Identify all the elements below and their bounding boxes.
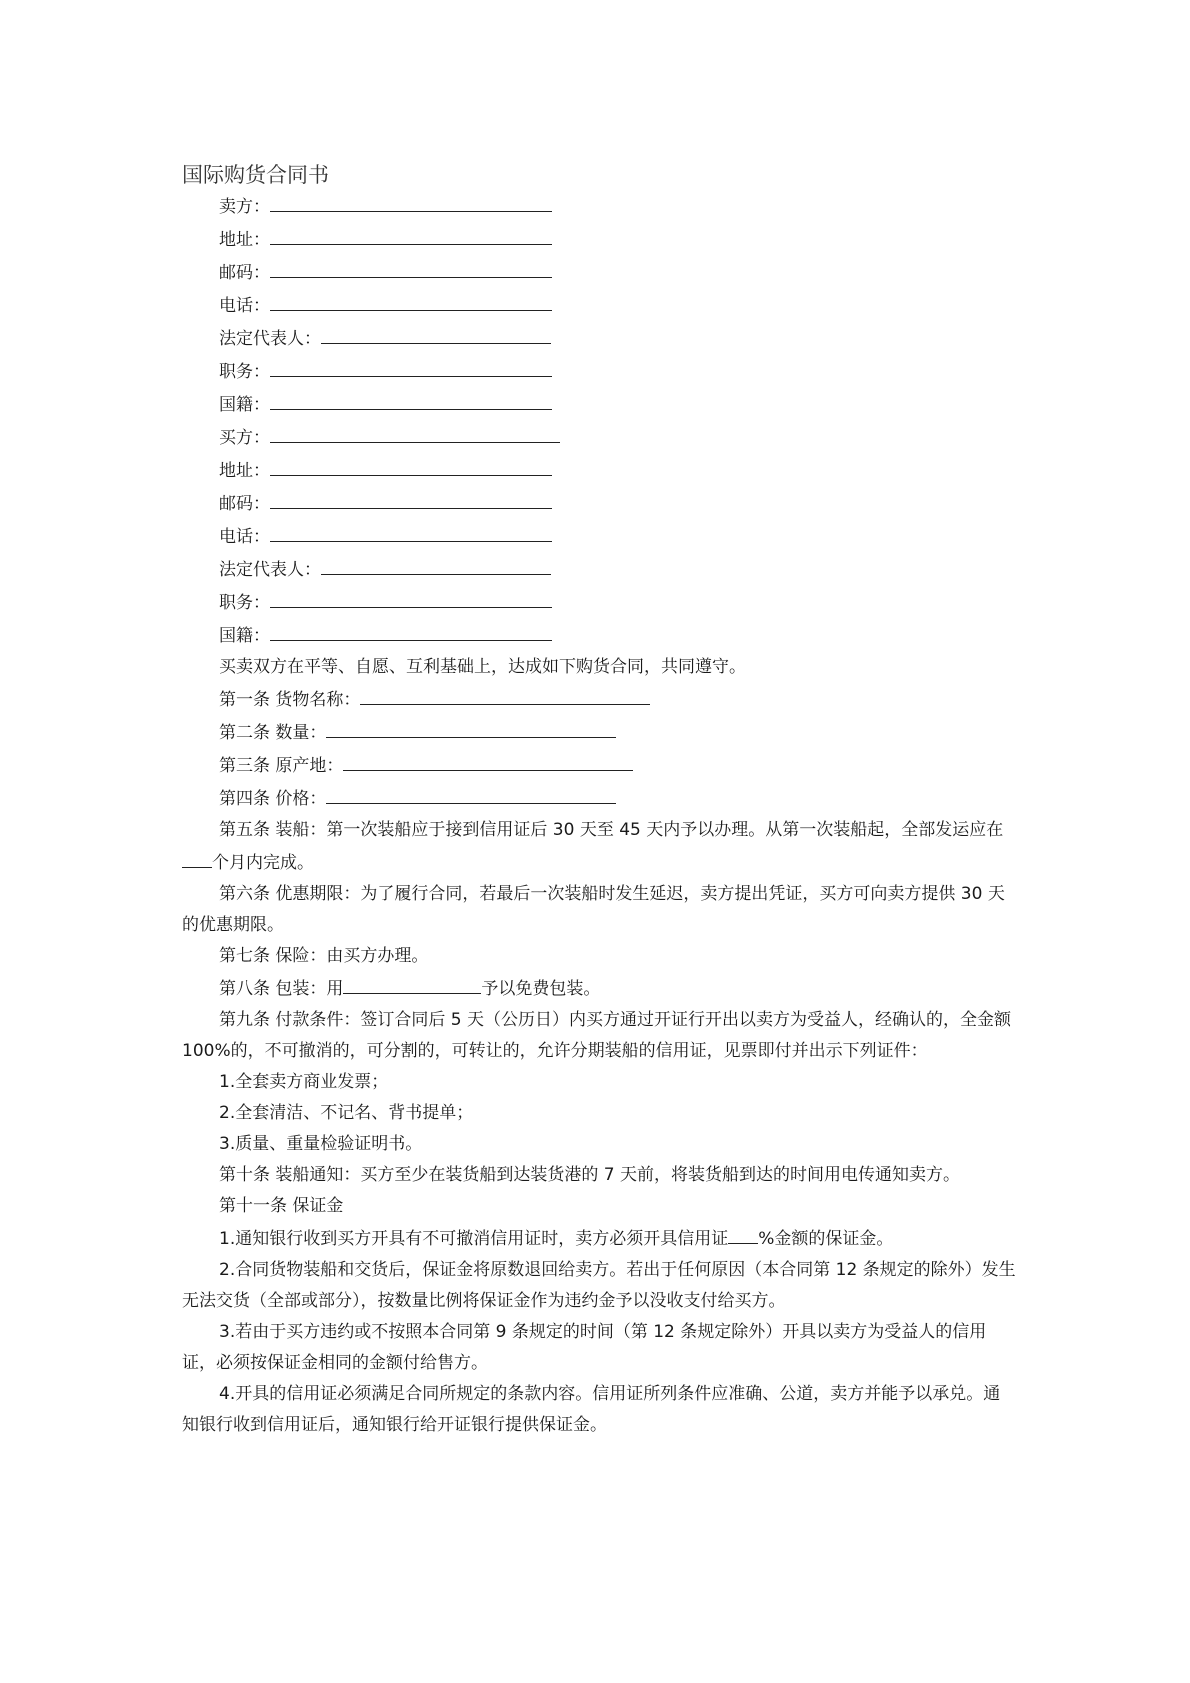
blank-line xyxy=(343,749,633,771)
blank-line xyxy=(270,388,552,410)
article-9-item: 3.质量、重量检验证明书。 xyxy=(219,1134,423,1154)
blank-line xyxy=(326,716,616,738)
article-7: 第七条 保险：由买方办理。 xyxy=(219,946,429,966)
field-label: 国籍： xyxy=(219,626,270,646)
blank-line xyxy=(270,223,552,245)
article-5 xyxy=(182,815,1017,879)
field-label: 法定代表人： xyxy=(219,560,321,580)
seller-phone-field xyxy=(182,289,1017,322)
seller-address-field xyxy=(182,223,1017,256)
field-label: 邮码： xyxy=(219,263,270,283)
article-text: %金额的保证金。 xyxy=(758,1229,894,1249)
field-label: 卖方： xyxy=(219,197,270,217)
blank-line xyxy=(343,972,481,994)
article-10: 第十条 装船通知：买方至少在装货船到达装货港的 7 天前，将装货船到达的时间用电传通知卖方。 xyxy=(219,1165,961,1185)
article-6: 第六条 优惠期限：为了履行合同，若最后一次装船时发生延迟，卖方提出凭证，买方可向卖方提供 30 天的优惠期限。 xyxy=(182,884,1005,935)
buyer-legal-rep-field xyxy=(182,553,1017,586)
article-text: 第三条 原产地： xyxy=(219,756,344,776)
blank-line xyxy=(270,190,552,212)
article-11-title: 第十一条 保证金 xyxy=(219,1196,344,1216)
field-label: 法定代表人： xyxy=(219,329,321,349)
field-label: 职务： xyxy=(219,593,270,613)
article-11-clause-2: 2.合同货物装船和交货后，保证金将原数退回给卖方。若出于任何原因（本合同第 12 条规定的除外）发生无法交货（全部或部分），按数量比例将保证金作为违约金予以没收支付给买方。 xyxy=(182,1260,1016,1311)
seller-legal-rep-field xyxy=(182,322,1017,355)
article-11-clause-1 xyxy=(182,1222,1017,1255)
field-label: 地址： xyxy=(219,230,270,250)
article-9-item: 2.全套清洁、不记名、背书提单； xyxy=(219,1103,474,1123)
seller-nationality-field xyxy=(182,388,1017,421)
blank-line xyxy=(270,355,552,377)
blank-line xyxy=(270,289,552,311)
article-text: 第二条 数量： xyxy=(219,723,327,743)
buyer-name-field xyxy=(182,421,1017,454)
blank-line xyxy=(321,322,551,344)
document-title: 国际购货合同书 xyxy=(182,163,329,187)
buyer-position-field xyxy=(182,586,1017,619)
article-8 xyxy=(182,972,1017,1005)
blank-line xyxy=(270,619,552,641)
preamble: 买卖双方在平等、自愿、互利基础上，达成如下购货合同，共同遵守。 xyxy=(219,657,746,677)
field-label: 职务： xyxy=(219,362,270,382)
blank-line xyxy=(270,487,552,509)
field-label: 电话： xyxy=(219,296,270,316)
seller-name-field xyxy=(182,190,1017,223)
article-4 xyxy=(182,782,1017,815)
blank-line xyxy=(270,256,552,278)
article-11-clause-4: 4.开具的信用证必须满足合同所规定的条款内容。信用证所列条件应准确、公道，卖方并能予以承兑。通知银行收到信用证后，通知银行给开证银行提供保证金。 xyxy=(182,1384,1001,1435)
field-label: 买方： xyxy=(219,428,270,448)
blank-line xyxy=(360,683,650,705)
article-11-clause-3: 3.若由于买方违约或不按照本合同第 9 条规定的时间（第 12 条规定除外）开具以卖方为受益人的信用证，必须按保证金相同的金额付给售方。 xyxy=(182,1322,987,1373)
field-label: 地址： xyxy=(219,461,270,481)
article-9-item: 1.全套卖方商业发票； xyxy=(219,1072,389,1092)
article-text: 第一条 货物名称： xyxy=(219,690,361,710)
buyer-phone-field xyxy=(182,520,1017,553)
field-label: 邮码： xyxy=(219,494,270,514)
buyer-nationality-field xyxy=(182,619,1017,652)
buyer-postcode-field xyxy=(182,487,1017,520)
contract-body xyxy=(182,190,1017,1441)
article-text: 予以免费包装。 xyxy=(481,979,601,999)
article-text: 第五条 装船：第一次装船应于接到信用证后 30 天至 45 天内予以办理。从第一次装船起，全部发运应在 xyxy=(219,820,1004,840)
blank-line xyxy=(326,782,616,804)
blank-line xyxy=(270,586,552,608)
field-label: 国籍： xyxy=(219,395,270,415)
article-text: 个月内完成。 xyxy=(212,853,314,873)
blank-line xyxy=(270,421,560,443)
seller-position-field xyxy=(182,355,1017,388)
field-label: 电话： xyxy=(219,527,270,547)
article-text: 第八条 包装：用 xyxy=(219,979,344,999)
article-2 xyxy=(182,716,1017,749)
buyer-address-field xyxy=(182,454,1017,487)
article-1 xyxy=(182,683,1017,716)
blank-line xyxy=(321,553,551,575)
seller-postcode-field xyxy=(182,256,1017,289)
article-text: 1.通知银行收到买方开具有不可撤消信用证时，卖方必须开具信用证 xyxy=(219,1229,729,1249)
blank-line xyxy=(182,846,212,868)
blank-line xyxy=(270,520,552,542)
article-9: 第九条 付款条件：签订合同后 5 天（公历日）内买方通过开证行开出以卖方为受益人，经确认的，全金额 100%的，不可撤消的，可分割的，可转让的，允许分期装船的信用证，见票即付并出示下列证件： xyxy=(182,1010,1012,1061)
blank-line xyxy=(270,454,552,476)
article-3 xyxy=(182,749,1017,782)
article-text: 第四条 价格： xyxy=(219,789,327,809)
blank-line xyxy=(728,1222,758,1244)
